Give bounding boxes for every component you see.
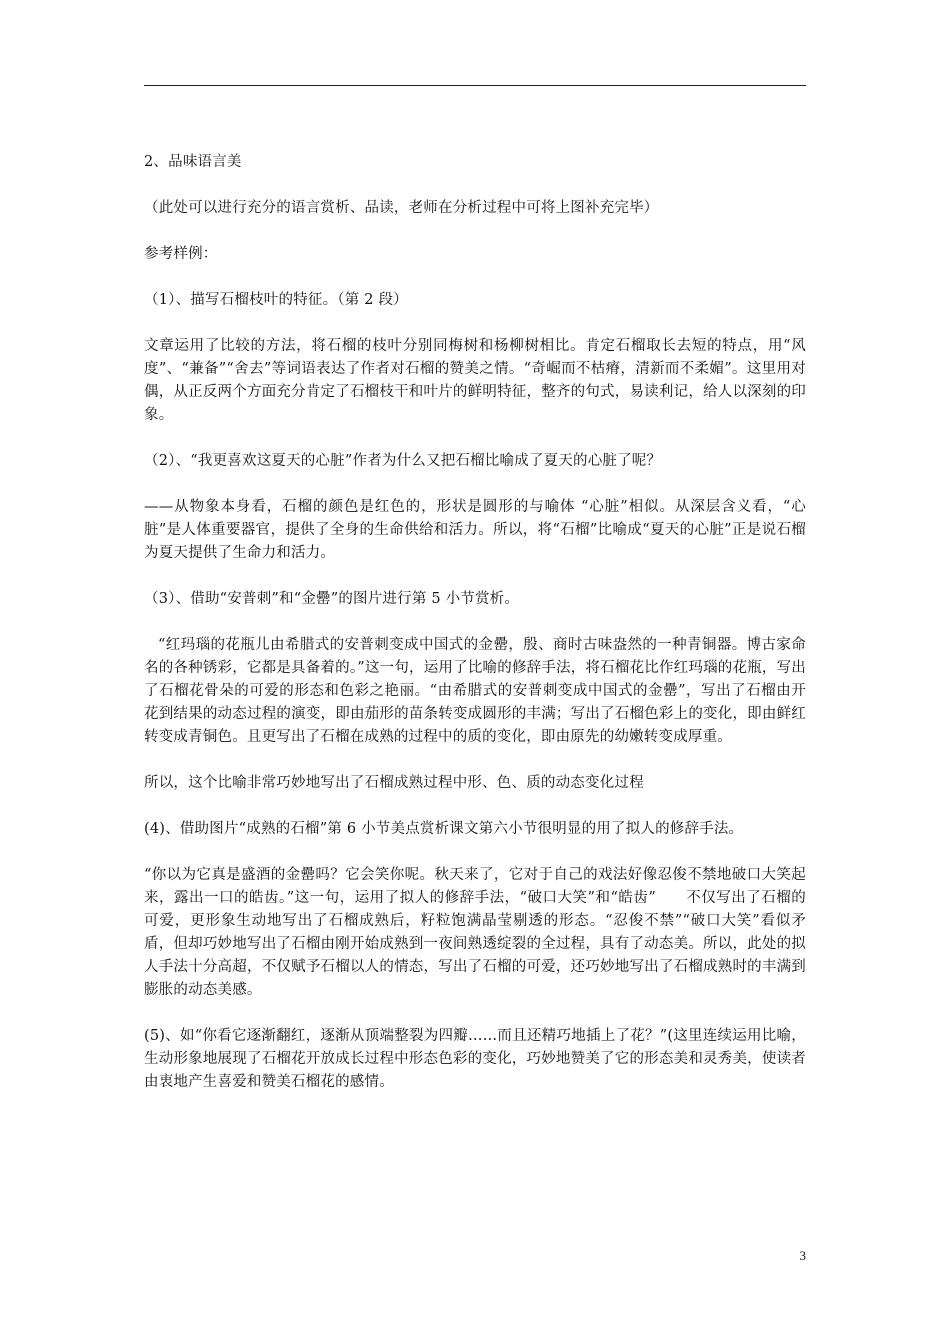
document-body: [144, 151, 806, 1094]
item4-title: (4)、借助图片“成熟的石榴”第 6 小节美点赏析课文第六小节很明显的用了拟人的修辞手法。: [144, 821, 744, 837]
section-title: 2、品味语言美: [144, 154, 242, 170]
item4-body: “你以为它真是盛酒的金罍吗？它会笑你呢。秋天来了，它对于自己的戏法好像忍俊不禁地破口大笑起来，露出一口的皓齿。”这一句，运用了拟人的修辞手法，“破口大笑”和“皓齿” 不仅写出了石榴的可爱，更形象生动地写出了石榴成熟后，籽粒饱满晶莹剔透的形态。“忍俊不禁”“破口大笑”看似矛盾，但却巧妙地写出了石榴由刚开始成熟到一夜间熟透绽裂的全过程，具有了动态美。所以，此处的拟人手法十分高超，不仅赋予石榴以人的情态，写出了石榴的可爱，还巧妙地写出了石榴成熟时的丰满到膨胀的动态美感。: [144, 867, 806, 998]
item2-title: （2）、“我更喜欢这夏天的心脏”作者为什么又把石榴比喻成了夏天的心脏了呢？: [144, 453, 662, 469]
header-rule: [144, 85, 806, 86]
item5-body: (5)、如“你看它逐渐翻红，逐渐从顶端整裂为四瓣……而且还精巧地插上了花？”(这里连续运用比喻，生动形象地展现了石榴花开放成长过程中形态色彩的变化，巧妙地赞美了它的形态美和灵秀美，使读者由衷地产生喜爱和赞美石榴花的感情。: [144, 1028, 806, 1090]
sample-label: 参考样例：: [144, 246, 218, 262]
item3-body: “红玛瑙的花瓶儿由希腊式的安普刺变成中国式的金罍，殷、商时古味盎然的一种青铜器。博古家命名的各种锈彩，它都是具备着的。”这一句，运用了比喻的修辞手法，将石榴花比作红玛瑙的花瓶，写出了石榴花骨朵的可爱的形态和色彩之艳丽。“由希腊式的安普刺变成中国式的金罍”，写出了石榴由开花到结果的动态过程的演变，即由茄形的苗条转变成圆形的丰满；写出了石榴色彩上的变化，即由鲜红转变成青铜色。且更写出了石榴在成熟的过程中的质的变化，即由原先的幼嫩转变成厚重。: [144, 637, 806, 745]
page-number: 3: [799, 1248, 806, 1263]
teacher-note: （此处可以进行充分的语言赏析、品读，老师在分析过程中可将上图补充完毕）: [144, 200, 659, 216]
item2-body: ——从物象本身看，石榴的颜色是红色的，形状是圆形的与喻体 “心脏”相似。从深层含义看，“心脏”是人体重要器官，提供了全身的生命供给和活力。所以，将“石榴”比喻成“夏天的心脏”正是说石榴为夏天提供了生命力和活力。: [144, 499, 806, 561]
item3-title: （3）、借助“安普刺”和“金罍”的图片进行第 5 小节赏析。: [144, 591, 520, 607]
item1-body: 文章运用了比较的方法，将石榴的枝叶分别同梅树和杨柳树相比。肯定石榴取长去短的特点，用“风度”、“兼备”“舍去”等词语表达了作者对石榴的赞美之情。“奇崛而不枯瘠，清新而不柔媚”。这里用对偶，从正反两个方面充分肯定了石榴枝干和叶片的鲜明特征，整齐的句式，易读利记，给人以深刻的印象。: [144, 338, 806, 423]
item3-conclusion: 所以，这个比喻非常巧妙地写出了石榴成熟过程中形、色、质的动态变化过程: [144, 775, 644, 791]
item1-title: （1）、描写石榴枝叶的特征。（第 2 段）: [144, 292, 408, 308]
